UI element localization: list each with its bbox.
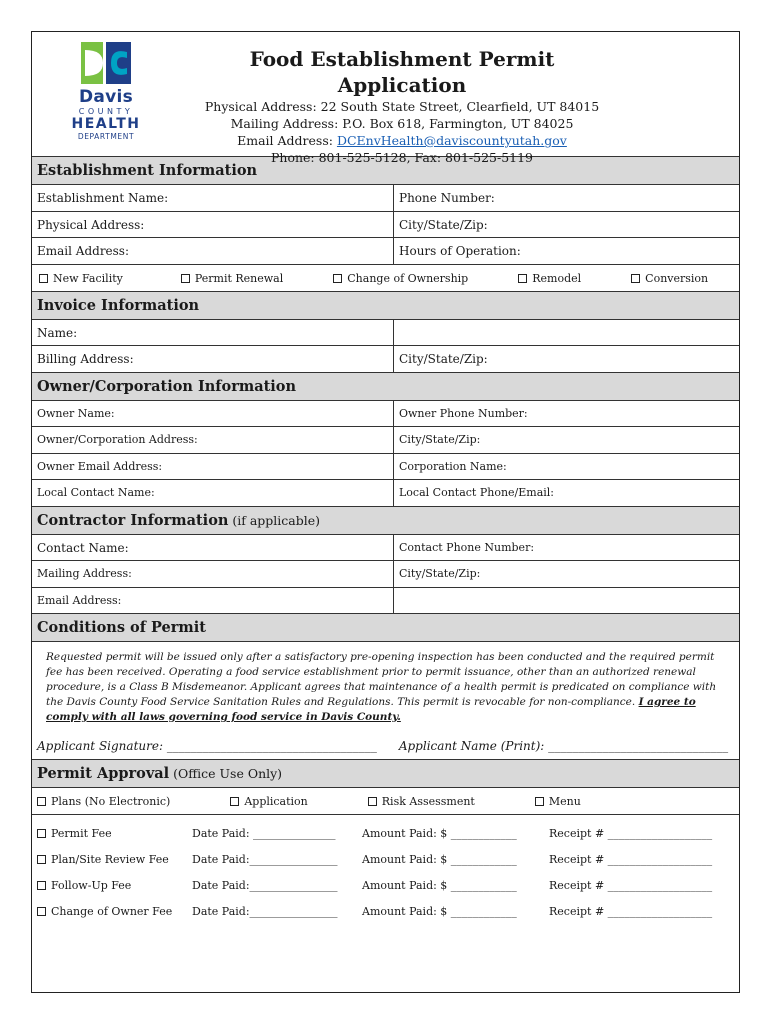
fee-label: Plan/Site Review Fee [51,853,169,866]
billing-address-field[interactable]: Billing Address: [32,346,394,372]
conditions-text [46,650,727,725]
physical-address: Physical Address: 22 South State Street, Clearfield, UT 84015 [204,99,600,114]
risk-assessment-checkbox[interactable] [368,788,475,814]
logo-department-text: DEPARTMENT [77,132,135,141]
email-address-field[interactable]: Email Address: [32,238,394,264]
receipt-field[interactable]: Receipt # ___________________ [549,879,713,892]
conditions-block [32,642,739,760]
date-paid-field[interactable]: Date Paid:________________ [192,879,338,892]
logo-mark-icon [81,42,131,84]
contractor-heading-sub: (if applicable) [228,512,321,528]
checkbox-icon [631,274,640,283]
checkbox-label: Change of Ownership [347,271,469,285]
checkbox-label: New Facility [53,271,123,285]
permit-form [31,31,740,993]
fee-label: Change of Owner Fee [51,905,173,918]
checkbox-icon [39,274,48,283]
establishment-heading: Establishment Information [32,157,739,185]
table-row [32,346,739,373]
local-contact-name-field[interactable]: Local Contact Name: [32,480,394,506]
checkbox-icon [37,881,46,890]
phone-number-field[interactable]: Phone Number: [399,191,495,205]
conditions-body: Requested permit will be issued only after a satisfactory pre-opening inspection has been conducted and the required permit fee has been received. Operating a food service establishment prior to permit issuance, other than an authorized renewal procedure, is a Class B Misdemeanor. Applicant agrees that maintenance of a health permit is predicated on compliance with the Davis County Food Service Sanitation Rules and Regulations. This permit is revocable for non-compliance. [46,651,717,708]
hours-of-operation-field[interactable]: Hours of Operation: [399,244,521,258]
contact-phone-field[interactable]: Contact Phone Number: [399,540,535,554]
approval-heading-sub: (Office Use Only) [169,766,283,781]
owner-phone-field[interactable]: Owner Phone Number: [399,406,528,420]
table-row [32,535,739,562]
logo-county-text: COUNTY [78,107,134,116]
owner-city-state-zip-field[interactable]: City/State/Zip: [399,433,481,446]
approval-heading [32,760,739,788]
owner-email-field[interactable]: Owner Email Address: [32,454,394,480]
contractor-email-field[interactable]: Email Address: [32,588,394,614]
approval-checkboxes [32,788,739,815]
table-row [32,212,739,239]
checkbox-icon [535,797,544,806]
contact-name-field[interactable]: Contact Name: [32,535,394,561]
amount-paid-field[interactable]: Amount Paid: $ ____________ [362,853,517,866]
contractor-heading [32,507,739,535]
amount-paid-field[interactable]: Amount Paid: $ ____________ [362,879,517,892]
physical-address-field[interactable]: Physical Address: [32,212,394,238]
table-row [32,454,739,481]
corporation-name-field[interactable]: Corporation Name: [399,459,507,473]
contractor-city-state-zip-field[interactable]: City/State/Zip: [399,567,481,580]
table-row [32,588,739,615]
davis-county-health-logo [66,42,146,150]
checkbox-icon [37,797,46,806]
checkbox-label: Application [244,795,308,808]
fee-label: Permit Fee [51,827,112,840]
fee-row [32,899,739,925]
checkbox-label: Permit Renewal [194,271,284,285]
checkbox-icon [368,797,377,806]
city-state-zip-field[interactable]: City/State/Zip: [399,217,488,232]
owner-address-field[interactable]: Owner/Corporation Address: [32,427,394,453]
establishment-name-field[interactable]: Establishment Name: [32,185,394,211]
checkbox-label: Risk Assessment [381,795,475,808]
form-header [32,32,739,165]
logo-davis-text: Davis [78,87,134,107]
plan-site-review-fee-checkbox[interactable] [32,847,192,873]
conversion-checkbox[interactable] [631,265,708,291]
checkbox-label: Menu [548,795,581,808]
mailing-address: Mailing Address: P.O. Box 618, Farmington, UT 84025 [230,116,574,131]
permit-fee-checkbox[interactable] [32,821,192,847]
application-checkbox[interactable] [230,788,307,814]
invoice-blank-field[interactable] [394,320,739,346]
logo-health-text: HEALTH [71,116,141,132]
application-type-checkboxes [32,265,739,292]
applicant-name-field[interactable]: Applicant Name (Print): ______________________________ [398,739,729,753]
table-row [32,320,739,347]
invoice-heading: Invoice Information [32,292,739,320]
checkbox-icon [37,855,46,864]
owner-heading: Owner/Corporation Information [32,373,739,401]
contractor-mailing-address-field[interactable]: Mailing Address: [32,561,394,587]
change-of-ownership-checkbox[interactable] [333,265,468,291]
amount-paid-field[interactable]: Amount Paid: $ ____________ [362,905,517,918]
table-row [32,401,739,428]
receipt-field[interactable]: Receipt # ___________________ [549,827,713,840]
table-row [32,561,739,588]
date-paid-field[interactable]: Date Paid:________________ [192,853,338,866]
header-text [182,46,622,166]
checkbox-icon [37,829,46,838]
email-line [182,132,622,149]
applicant-signature-field[interactable]: Applicant Signature: ___________________________________ [37,739,377,753]
contractor-blank-field[interactable] [394,588,739,614]
table-row [32,238,739,265]
date-paid-field[interactable]: Date Paid: _______________ [192,827,336,840]
owner-name-field[interactable]: Owner Name: [32,401,394,427]
permit-renewal-checkbox[interactable] [181,265,283,291]
invoice-name-field[interactable]: Name: [32,320,394,346]
checkbox-icon [230,797,239,806]
checkbox-label: Plans (No Electronic) [51,795,171,808]
fee-row [32,821,739,847]
amount-paid-field[interactable]: Amount Paid: $ ____________ [362,827,517,840]
receipt-field[interactable]: Receipt # ___________________ [549,905,713,918]
menu-checkbox[interactable] [535,788,581,814]
contractor-heading-text: Contractor Information [37,511,229,529]
billing-city-state-zip-field[interactable]: City/State/Zip: [399,352,488,366]
table-row [32,427,739,454]
email-link[interactable]: DCEnvHealth@daviscountyutah.gov [336,133,567,148]
date-paid-field[interactable]: Date Paid:________________ [192,905,338,918]
new-facility-checkbox[interactable] [39,265,123,291]
agreement-text: I agree to comply with all laws governing food service in Davis County. [46,696,696,723]
checkbox-icon [37,907,46,916]
signature-row [37,739,727,754]
email-label: Email Address: [237,133,337,148]
follow-up-fee-checkbox[interactable] [32,873,192,899]
form-title: Food Establishment Permit Application [249,47,555,97]
receipt-field[interactable]: Receipt # ___________________ [549,853,713,866]
plans-checkbox[interactable] [37,788,170,814]
checkbox-label: Remodel [532,271,582,285]
fee-row [32,873,739,899]
fee-row [32,847,739,873]
checkbox-icon [518,274,527,283]
table-row [32,480,739,507]
table-row [32,185,739,212]
local-contact-phone-field[interactable]: Local Contact Phone/Email: [399,486,555,499]
approval-heading-text: Permit Approval [37,765,170,782]
remodel-checkbox[interactable] [518,265,581,291]
fee-label: Follow-Up Fee [51,879,132,892]
checkbox-icon [181,274,190,283]
phone-line: Phone: 801-525-5128, Fax: 801-525-5119 [270,150,534,165]
checkbox-label: Conversion [645,271,709,285]
checkbox-icon [333,274,342,283]
change-of-owner-fee-checkbox[interactable] [32,899,192,925]
conditions-heading: Conditions of Permit [32,614,739,642]
